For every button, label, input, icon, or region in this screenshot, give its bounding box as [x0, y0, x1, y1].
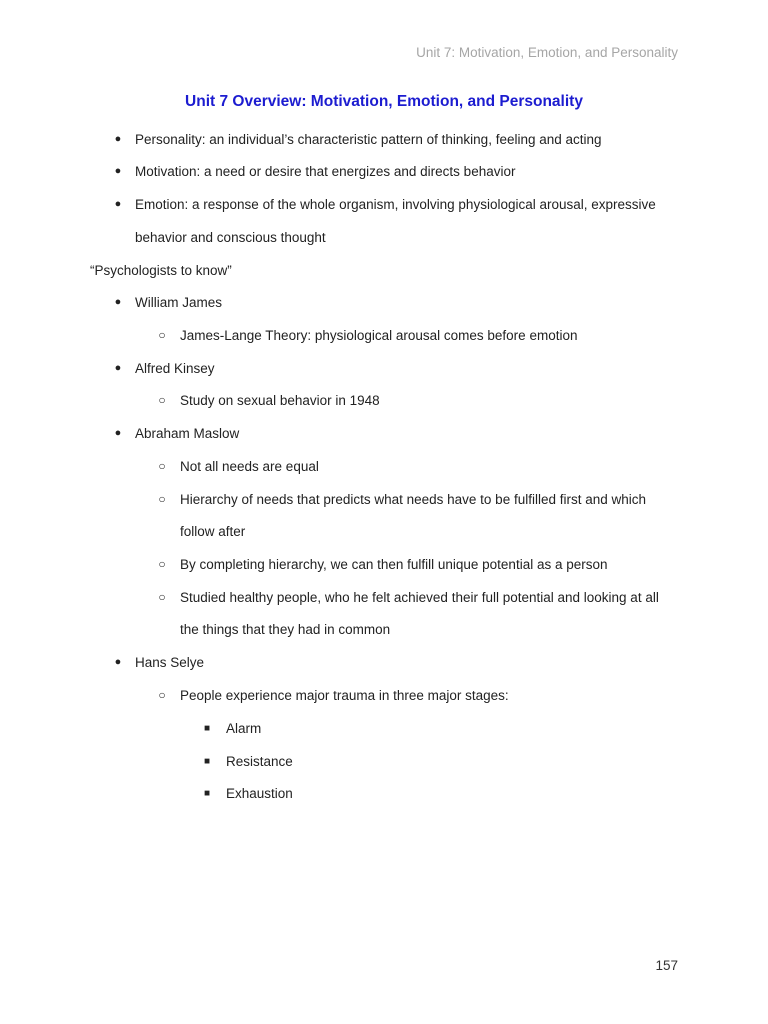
definition-motivation: Motivation: a need or desire that energizes and directs behavior	[135, 164, 516, 179]
bullet-circle: ○	[158, 688, 166, 702]
james-point: James-Lange Theory: physiological arousal comes before emotion	[180, 328, 578, 343]
kinsey-point: Study on sexual behavior in 1948	[180, 393, 380, 408]
person-william-james: William James	[135, 295, 223, 310]
selye-point: People experience major trauma in three major stages:	[180, 688, 509, 703]
section-heading: “Psychologists to know”	[90, 263, 232, 278]
bullet-disc: ●	[114, 296, 122, 308]
bullet-circle: ○	[158, 393, 166, 407]
maslow-point: Hierarchy of needs that predicts what needs have to be fulfilled first and which	[180, 492, 647, 507]
bullet-disc: ●	[114, 133, 122, 145]
maslow-point: Studied healthy people, who he felt achieved their full potential and looking at all	[180, 590, 659, 605]
page-title: Unit 7 Overview: Motivation, Emotion, and Personality	[185, 93, 583, 110]
page-number: 157	[655, 958, 678, 973]
running-header: Unit 7: Motivation, Emotion, and Personality	[416, 45, 678, 60]
maslow-point-continued: follow after	[180, 524, 246, 539]
bullet-circle: ○	[158, 590, 166, 604]
stage-exhaustion: Exhaustion	[226, 786, 293, 801]
bullet-disc: ●	[114, 198, 122, 210]
stage-resistance: Resistance	[226, 754, 293, 769]
bullet-square: ■	[203, 723, 211, 734]
bullet-circle: ○	[158, 492, 166, 506]
bullet-disc: ●	[114, 362, 122, 374]
definition-emotion: Emotion: a response of the whole organism, involving physiological arousal, expressive	[135, 197, 656, 212]
definition-personality: Personality: an individual’s characteristic pattern of thinking, feeling and acting	[135, 132, 602, 147]
bullet-square: ■	[203, 788, 211, 799]
person-hans-selye: Hans Selye	[135, 655, 205, 670]
maslow-point: Not all needs are equal	[180, 459, 319, 474]
person-alfred-kinsey: Alfred Kinsey	[135, 361, 215, 376]
bullet-disc: ●	[114, 165, 122, 177]
bullet-circle: ○	[158, 459, 166, 473]
bullet-disc: ●	[114, 656, 122, 668]
bullet-circle: ○	[158, 328, 166, 342]
definition-emotion-continued: behavior and conscious thought	[135, 230, 326, 245]
bullet-circle: ○	[158, 557, 166, 571]
maslow-point-continued: the things that they had in common	[180, 622, 391, 637]
stage-alarm: Alarm	[226, 721, 262, 736]
maslow-point: By completing hierarchy, we can then fulfill unique potential as a person	[180, 557, 608, 572]
person-abraham-maslow: Abraham Maslow	[135, 426, 240, 441]
bullet-disc: ●	[114, 427, 122, 439]
bullet-square: ■	[203, 756, 211, 767]
